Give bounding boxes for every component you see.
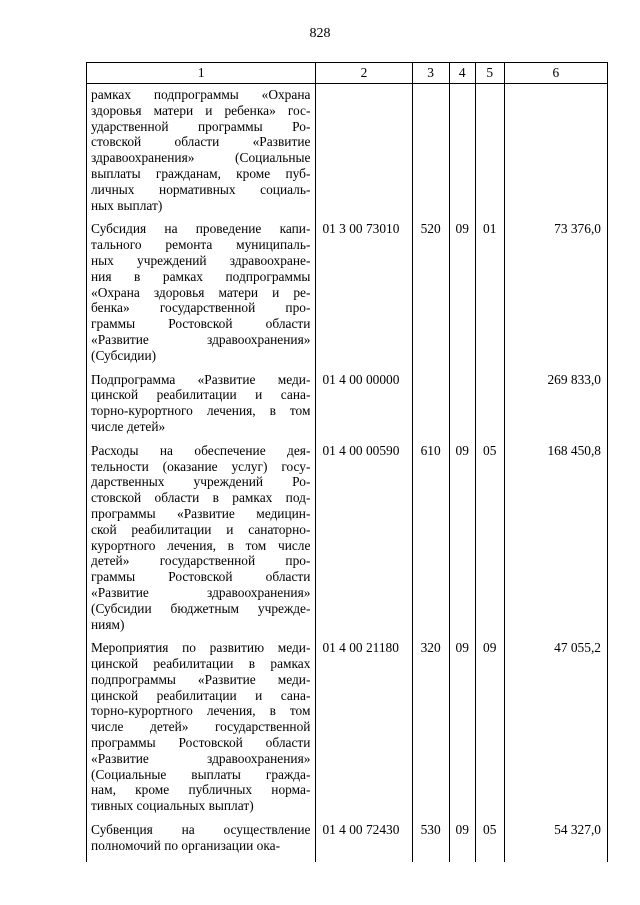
- table-row: [87, 640, 608, 822]
- description-line: числе детей» государственной: [91, 719, 311, 735]
- budget-table: [86, 62, 608, 862]
- description-line: подпрограммы «Развитие меди-: [91, 671, 311, 687]
- description-line: цинской реабилитации и сана-: [91, 687, 311, 703]
- description-line: стовской области «Развитие: [91, 134, 311, 150]
- row-description: [87, 640, 316, 822]
- header-col-1: 1: [87, 63, 316, 84]
- table-row: [87, 221, 608, 371]
- subsection-code: [475, 372, 504, 443]
- description-line: Мероприятия по развитию меди-: [91, 640, 311, 656]
- description-line: выплаты гражданам, кроме пуб-: [91, 165, 311, 181]
- row-description: [87, 822, 316, 862]
- header-col-2: 2: [316, 63, 412, 84]
- description-line: тального ремонта муниципаль-: [91, 237, 311, 253]
- description-line: ния в рамках подпрограммы: [91, 268, 311, 284]
- description-line: (Социальные выплаты гражда-: [91, 766, 311, 782]
- target-article-code: 01 4 00 72430: [316, 822, 412, 862]
- description-line: граммы Ростовской области: [91, 569, 311, 585]
- amount-value: 73 376,0: [504, 221, 607, 371]
- description-line: ударственной программы Ро-: [91, 118, 311, 134]
- section-code: 09: [449, 443, 475, 641]
- expense-type-code: 610: [412, 443, 449, 641]
- header-col-5: 5: [475, 63, 504, 84]
- section-code: [449, 372, 475, 443]
- amount-value: 168 450,8: [504, 443, 607, 641]
- target-article-code: 01 4 00 00590: [316, 443, 412, 641]
- row-description: [87, 372, 316, 443]
- table-row: [87, 822, 608, 862]
- description-line: «Охрана здоровья матери и ре-: [91, 284, 311, 300]
- section-code: [449, 84, 475, 222]
- target-article-code: [316, 84, 412, 222]
- description-line: полномочий по организации ока-: [91, 837, 281, 853]
- description-line: здравоохранения» (Социальные: [91, 150, 311, 166]
- description-line: ных выплат): [91, 197, 163, 213]
- description-line: (Субсидии): [91, 347, 157, 363]
- amount-value: 269 833,0: [504, 372, 607, 443]
- description-line: Субвенция на осуществление: [91, 822, 311, 838]
- section-code: 09: [449, 822, 475, 862]
- subsection-code: 05: [475, 822, 504, 862]
- amount-value: 47 055,2: [504, 640, 607, 822]
- amount-value: [504, 84, 607, 222]
- description-line: здоровья матери и ребенка» гос-: [91, 102, 311, 118]
- description-line: нам, кроме публичных норма-: [91, 782, 311, 798]
- table-header-row: [87, 63, 608, 84]
- description-line: бенка» государственной про-: [91, 300, 311, 316]
- subsection-code: 01: [475, 221, 504, 371]
- target-article-code: 01 3 00 73010: [316, 221, 412, 371]
- row-description: [87, 84, 316, 222]
- description-line: тивных социальных выплат): [91, 798, 254, 814]
- description-line: Субсидия на проведение капи-: [91, 221, 311, 237]
- expense-type-code: 320: [412, 640, 449, 822]
- row-description: [87, 443, 316, 641]
- description-line: Подпрограмма «Развитие меди-: [91, 371, 311, 387]
- description-line: граммы Ростовской области: [91, 316, 311, 332]
- description-line: ской реабилитации и санаторно-: [91, 521, 311, 537]
- table-row: [87, 443, 608, 641]
- description-line: торно-курортного лечения, в том: [91, 703, 311, 719]
- expense-type-code: 530: [412, 822, 449, 862]
- description-line: «Развитие здравоохранения»: [91, 750, 311, 766]
- amount-value: 54 327,0: [504, 822, 607, 862]
- section-code: 09: [449, 640, 475, 822]
- description-line: числе детей»: [91, 418, 166, 434]
- table-row: [87, 84, 608, 222]
- description-line: дарственных учреждений Ро-: [91, 474, 311, 490]
- description-line: цинской реабилитации в рамках: [91, 656, 311, 672]
- expense-type-code: [412, 372, 449, 443]
- description-line: торно-курортного лечения, в том: [91, 403, 311, 419]
- header-col-6: 6: [504, 63, 607, 84]
- description-line: тельности (оказание услуг) госу-: [91, 458, 311, 474]
- description-line: ных учреждений здравоохране-: [91, 252, 311, 268]
- description-line: «Развитие здравоохранения»: [91, 584, 311, 600]
- expense-type-code: 520: [412, 221, 449, 371]
- description-line: Расходы на обеспечение дея-: [91, 442, 311, 458]
- row-description: [87, 221, 316, 371]
- header-col-4: 4: [449, 63, 475, 84]
- table-row: [87, 372, 608, 443]
- description-line: детей» государственной про-: [91, 553, 311, 569]
- page-number: 828: [309, 26, 331, 41]
- section-code: 09: [449, 221, 475, 371]
- description-line: ниям): [91, 616, 125, 632]
- description-line: (Субсидии бюджетным учрежде-: [91, 600, 311, 616]
- target-article-code: 01 4 00 00000: [316, 372, 412, 443]
- expense-type-code: [412, 84, 449, 222]
- description-line: «Развитие здравоохранения»: [91, 331, 311, 347]
- description-line: программы «Развитие медицин-: [91, 505, 311, 521]
- target-article-code: 01 4 00 21180: [316, 640, 412, 822]
- subsection-code: 09: [475, 640, 504, 822]
- description-line: стовской области в рамках под-: [91, 490, 311, 506]
- description-line: программы Ростовской области: [91, 735, 311, 751]
- header-col-3: 3: [412, 63, 449, 84]
- description-line: курортного лечения, в том числе: [91, 537, 311, 553]
- subsection-code: [475, 84, 504, 222]
- description-line: личных нормативных социаль-: [91, 181, 311, 197]
- table-body: [87, 84, 608, 862]
- description-line: цинской реабилитации и сана-: [91, 387, 311, 403]
- description-line: рамках подпрограммы «Охрана: [91, 87, 311, 102]
- subsection-code: 05: [475, 443, 504, 641]
